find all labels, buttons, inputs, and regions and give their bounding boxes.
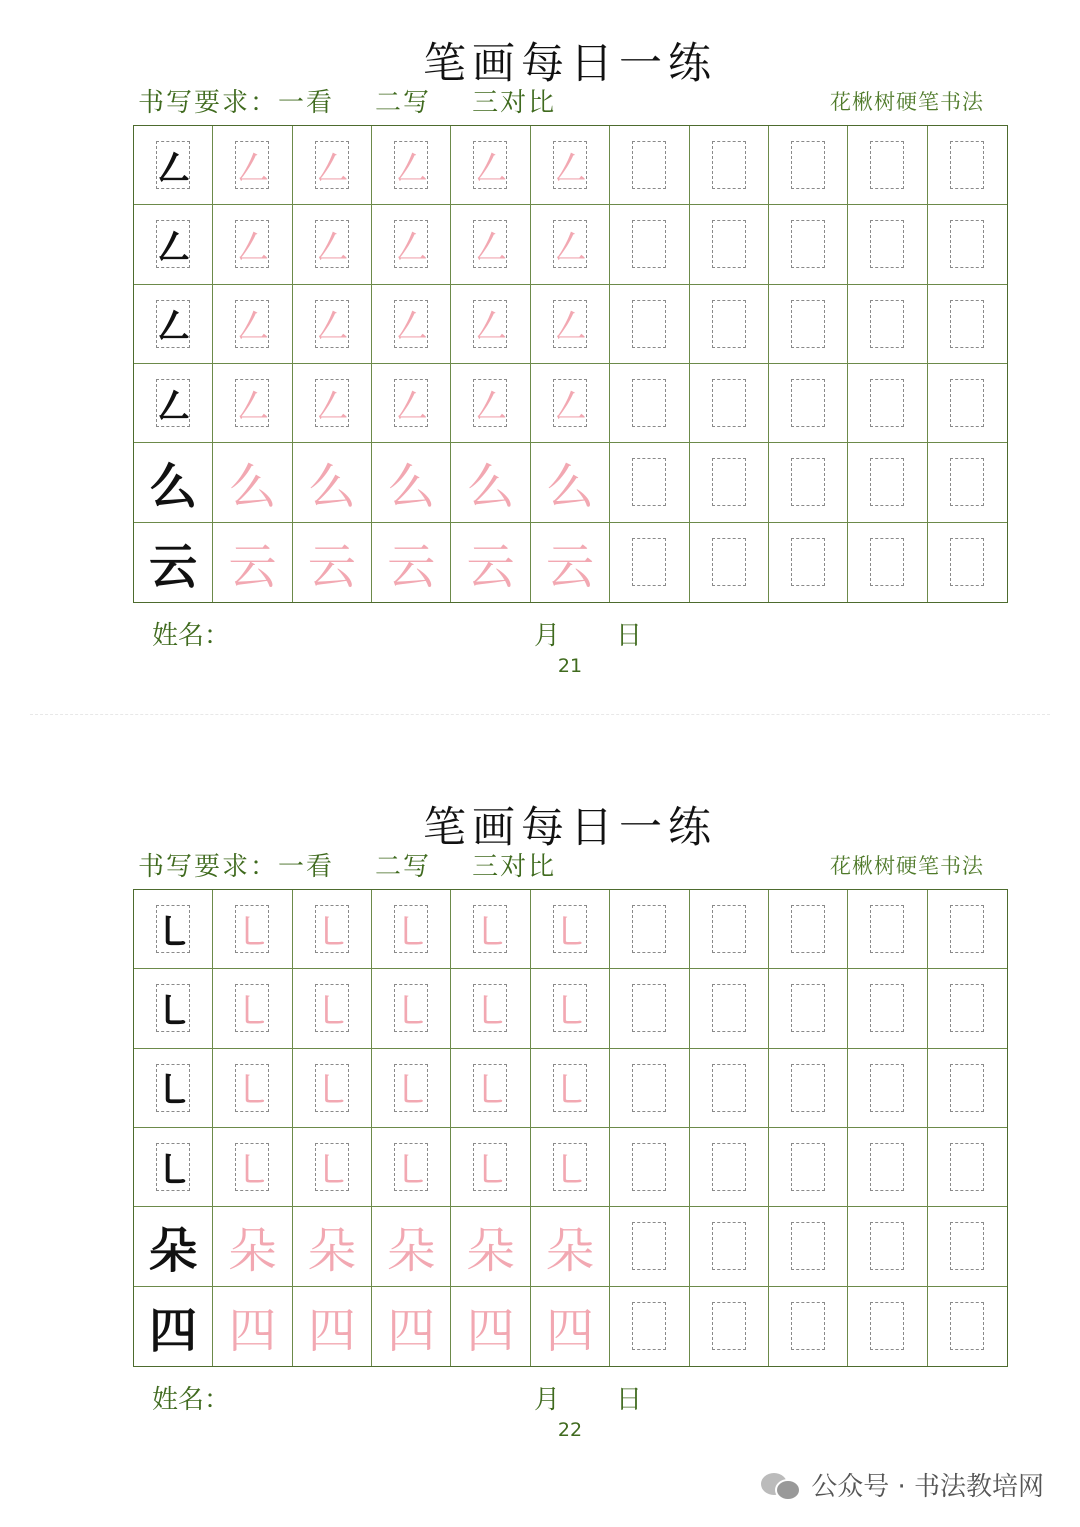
dashed-guide-box xyxy=(791,141,825,189)
grid-cell xyxy=(690,1049,769,1128)
trace-glyph: 朵 xyxy=(387,1222,436,1279)
trace-glyph: ㇜ xyxy=(549,383,590,430)
grid-cell xyxy=(769,285,848,364)
dashed-guide-box xyxy=(950,905,984,953)
trace-glyph: ㇜ xyxy=(391,304,432,351)
writing-requirements: 书写要求：一看 二写 三对比 xyxy=(138,88,557,118)
grid-cell xyxy=(451,1207,530,1286)
trace-glyph: ㇄ xyxy=(470,1147,511,1194)
dashed-guide-box xyxy=(791,984,825,1032)
grid-cell xyxy=(610,1207,689,1286)
brand-label: 花楸树硬笔书法 xyxy=(830,854,984,878)
dashed-guide-box xyxy=(712,1222,746,1270)
grid-cell xyxy=(848,1207,927,1286)
dashed-guide-box xyxy=(950,1143,984,1191)
grid-cell xyxy=(213,523,292,602)
grid-cell xyxy=(769,1128,848,1207)
grid-cell xyxy=(769,523,848,602)
grid-cell xyxy=(293,364,372,443)
dashed-guide-box xyxy=(791,1222,825,1270)
grid-cell xyxy=(928,205,1007,284)
model-glyph: ㇜ xyxy=(153,144,194,192)
dashed-guide-box xyxy=(791,379,825,427)
trace-glyph: ㇄ xyxy=(311,988,352,1035)
grid-cell xyxy=(928,969,1007,1048)
grid-cell xyxy=(769,205,848,284)
trace-glyph: 四 xyxy=(387,1302,436,1359)
grid-cell xyxy=(531,969,610,1048)
trace-glyph: ㇜ xyxy=(391,145,432,192)
dashed-guide-box xyxy=(870,905,904,953)
grid-cell xyxy=(610,969,689,1048)
grid-cell xyxy=(213,364,292,443)
grid-cell xyxy=(610,443,689,522)
grid-cell xyxy=(213,969,292,1048)
worksheet-page-21 xyxy=(0,0,1080,700)
trace-glyph: 么 xyxy=(228,458,277,515)
grid-cell xyxy=(848,126,927,205)
model-glyph: ㇄ xyxy=(153,1146,194,1194)
grid-cell xyxy=(690,443,769,522)
month-label: 月 xyxy=(534,621,561,651)
grid-cell xyxy=(213,890,292,969)
dashed-guide-box xyxy=(950,458,984,506)
grid-cell xyxy=(134,1128,213,1207)
grid-cell xyxy=(531,1049,610,1128)
dashed-guide-box xyxy=(870,1222,904,1270)
grid-cell xyxy=(690,969,769,1048)
grid-cell xyxy=(293,969,372,1048)
dashed-guide-box xyxy=(950,1064,984,1112)
grid-cell xyxy=(451,1049,530,1128)
grid-cell xyxy=(213,205,292,284)
dashed-guide-box xyxy=(712,905,746,953)
dashed-guide-box xyxy=(791,1064,825,1112)
trace-glyph: 四 xyxy=(228,1302,277,1359)
grid-cell xyxy=(610,205,689,284)
grid-cell xyxy=(451,364,530,443)
trace-glyph: ㇄ xyxy=(311,1068,352,1115)
grid-cell xyxy=(769,1207,848,1286)
trace-glyph: ㇜ xyxy=(311,224,352,271)
grid-cell xyxy=(451,890,530,969)
grid-cell xyxy=(451,443,530,522)
trace-glyph: ㇄ xyxy=(549,909,590,956)
grid-cell xyxy=(293,523,372,602)
grid-cell xyxy=(610,523,689,602)
grid-cell xyxy=(372,1287,451,1366)
dashed-guide-box xyxy=(712,141,746,189)
grid-cell xyxy=(610,1049,689,1128)
trace-glyph: 朵 xyxy=(307,1222,356,1279)
grid-cell xyxy=(134,205,213,284)
grid-cell xyxy=(451,1128,530,1207)
trace-glyph: 云 xyxy=(387,538,436,595)
grid-cell xyxy=(451,523,530,602)
dashed-guide-box xyxy=(632,905,666,953)
grid-cell xyxy=(928,285,1007,364)
grid-cell xyxy=(213,1049,292,1128)
dashed-guide-box xyxy=(791,1143,825,1191)
grid-cell xyxy=(213,1128,292,1207)
grid-cell xyxy=(848,285,927,364)
grid-cell xyxy=(213,1287,292,1366)
trace-glyph: ㇄ xyxy=(232,988,273,1035)
trace-glyph: 四 xyxy=(307,1302,356,1359)
grid-cell xyxy=(531,1287,610,1366)
trace-glyph: 么 xyxy=(545,458,594,515)
grid-cell xyxy=(928,1128,1007,1207)
trace-glyph: ㇄ xyxy=(470,988,511,1035)
trace-glyph: ㇜ xyxy=(232,224,273,271)
dashed-guide-box xyxy=(950,1222,984,1270)
grid-cell xyxy=(293,1207,372,1286)
grid-cell xyxy=(372,890,451,969)
dashed-guide-box xyxy=(870,141,904,189)
trace-glyph: ㇜ xyxy=(470,383,511,430)
dashed-guide-box xyxy=(632,458,666,506)
dashed-guide-box xyxy=(950,300,984,348)
grid-cell xyxy=(928,890,1007,969)
grid-cell xyxy=(372,364,451,443)
grid-cell xyxy=(690,285,769,364)
grid-cell xyxy=(928,126,1007,205)
trace-glyph: ㇜ xyxy=(391,224,432,271)
grid-cell xyxy=(531,523,610,602)
dashed-guide-box xyxy=(950,538,984,586)
dashed-guide-box xyxy=(712,300,746,348)
grid-cell xyxy=(769,1287,848,1366)
trace-glyph: ㇄ xyxy=(470,909,511,956)
grid-cell xyxy=(293,1287,372,1366)
trace-glyph: 云 xyxy=(545,538,594,595)
dashed-guide-box xyxy=(791,300,825,348)
dashed-guide-box xyxy=(870,984,904,1032)
grid-cell xyxy=(372,443,451,522)
dashed-guide-box xyxy=(632,1143,666,1191)
trace-glyph: ㇜ xyxy=(232,383,273,430)
trace-glyph: ㇜ xyxy=(549,145,590,192)
name-label: 姓名： xyxy=(152,621,231,651)
dashed-guide-box xyxy=(712,1143,746,1191)
dashed-guide-box xyxy=(632,141,666,189)
worksheet-title: 笔画每日一练 xyxy=(423,803,717,853)
grid-cell xyxy=(531,1207,610,1286)
grid-cell xyxy=(531,205,610,284)
dashed-guide-box xyxy=(712,1064,746,1112)
grid-cell xyxy=(690,1287,769,1366)
brand-label: 花楸树硬笔书法 xyxy=(830,90,984,114)
grid-cell xyxy=(690,523,769,602)
grid-cell xyxy=(610,1287,689,1366)
trace-glyph: ㇜ xyxy=(311,304,352,351)
dashed-guide-box xyxy=(632,1302,666,1350)
grid-cell xyxy=(531,126,610,205)
grid-cell xyxy=(134,443,213,522)
model-glyph: ㇜ xyxy=(153,382,194,430)
grid-cell xyxy=(531,1128,610,1207)
trace-glyph: 么 xyxy=(387,458,436,515)
page-number: 22 xyxy=(557,1419,583,1441)
dashed-guide-box xyxy=(791,458,825,506)
grid-cell xyxy=(451,285,530,364)
trace-glyph: ㇄ xyxy=(311,909,352,956)
grid-cell xyxy=(134,523,213,602)
dashed-guide-box xyxy=(712,220,746,268)
dashed-guide-box xyxy=(632,379,666,427)
grid-cell xyxy=(769,364,848,443)
grid-cell xyxy=(769,1049,848,1128)
grid-cell xyxy=(451,126,530,205)
grid-cell xyxy=(134,126,213,205)
trace-glyph: ㇄ xyxy=(232,1068,273,1115)
grid-cell xyxy=(928,523,1007,602)
trace-glyph: ㇜ xyxy=(549,224,590,271)
model-glyph: ㇄ xyxy=(153,908,194,956)
dashed-guide-box xyxy=(632,300,666,348)
trace-glyph: 么 xyxy=(466,458,515,515)
grid-cell xyxy=(769,126,848,205)
dashed-guide-box xyxy=(791,1302,825,1350)
grid-cell xyxy=(690,364,769,443)
model-glyph: 么 xyxy=(149,458,198,515)
grid-cell xyxy=(769,890,848,969)
dashed-guide-box xyxy=(950,220,984,268)
grid-cell xyxy=(213,443,292,522)
trace-glyph: ㇄ xyxy=(391,988,432,1035)
dashed-guide-box xyxy=(791,905,825,953)
trace-glyph: ㇜ xyxy=(391,383,432,430)
grid-cell xyxy=(372,285,451,364)
trace-glyph: ㇄ xyxy=(549,988,590,1035)
dashed-guide-box xyxy=(632,538,666,586)
grid-cell xyxy=(610,126,689,205)
grid-cell xyxy=(134,890,213,969)
grid-cell xyxy=(451,205,530,284)
day-label: 日 xyxy=(616,621,643,651)
trace-glyph: ㇜ xyxy=(232,304,273,351)
dashed-guide-box xyxy=(950,141,984,189)
grid-cell xyxy=(848,443,927,522)
grid-cell xyxy=(293,443,372,522)
trace-glyph: ㇄ xyxy=(391,909,432,956)
grid-cell xyxy=(451,1287,530,1366)
dashed-guide-box xyxy=(870,379,904,427)
trace-glyph: ㇄ xyxy=(232,909,273,956)
grid-cell xyxy=(531,890,610,969)
trace-glyph: ㇜ xyxy=(549,304,590,351)
trace-glyph: 朵 xyxy=(228,1222,277,1279)
grid-cell xyxy=(134,1207,213,1286)
grid-cell xyxy=(928,443,1007,522)
trace-glyph: 朵 xyxy=(545,1222,594,1279)
grid-cell xyxy=(293,126,372,205)
grid-cell xyxy=(769,969,848,1048)
dashed-guide-box xyxy=(950,379,984,427)
grid-cell xyxy=(134,969,213,1048)
trace-glyph: ㇜ xyxy=(470,224,511,271)
dashed-guide-box xyxy=(632,984,666,1032)
trace-glyph: ㇄ xyxy=(549,1147,590,1194)
dashed-guide-box xyxy=(712,379,746,427)
grid-cell xyxy=(610,890,689,969)
grid-cell xyxy=(372,969,451,1048)
writing-requirements: 书写要求：一看 二写 三对比 xyxy=(138,852,557,882)
dashed-guide-box xyxy=(870,300,904,348)
grid-cell xyxy=(769,443,848,522)
dashed-guide-box xyxy=(870,458,904,506)
trace-glyph: ㇄ xyxy=(391,1068,432,1115)
dashed-guide-box xyxy=(870,1064,904,1112)
model-glyph: ㇜ xyxy=(153,223,194,271)
grid-cell xyxy=(690,126,769,205)
trace-glyph: ㇜ xyxy=(232,145,273,192)
grid-cell xyxy=(848,1287,927,1366)
model-glyph: ㇜ xyxy=(153,303,194,351)
grid-cell xyxy=(928,1049,1007,1128)
watermark-text: 公众号 · 书法教培网 xyxy=(811,1472,1044,1502)
grid-cell xyxy=(134,1049,213,1128)
grid-cell xyxy=(134,364,213,443)
dashed-guide-box xyxy=(791,538,825,586)
grid-cell xyxy=(293,1128,372,1207)
trace-glyph: ㇄ xyxy=(470,1068,511,1115)
grid-cell xyxy=(848,364,927,443)
grid-cell xyxy=(372,1207,451,1286)
grid-cell xyxy=(213,126,292,205)
grid-cell xyxy=(372,523,451,602)
trace-glyph: 云 xyxy=(466,538,515,595)
grid-cell xyxy=(531,443,610,522)
trace-glyph: ㇄ xyxy=(232,1147,273,1194)
grid-cell xyxy=(848,523,927,602)
grid-cell xyxy=(293,285,372,364)
grid-cell xyxy=(134,285,213,364)
dashed-guide-box xyxy=(950,984,984,1032)
dashed-guide-box xyxy=(791,220,825,268)
grid-cell xyxy=(293,890,372,969)
grid-cell xyxy=(372,1049,451,1128)
model-glyph: 朵 xyxy=(149,1222,198,1279)
grid-cell xyxy=(213,285,292,364)
grid-cell xyxy=(690,890,769,969)
grid-cell xyxy=(372,1128,451,1207)
practice-grid xyxy=(133,125,1008,603)
name-label: 姓名： xyxy=(152,1385,231,1415)
month-label: 月 xyxy=(534,1385,561,1415)
grid-cell xyxy=(610,285,689,364)
grid-cell xyxy=(928,364,1007,443)
dashed-guide-box xyxy=(632,1064,666,1112)
grid-cell xyxy=(293,1049,372,1128)
dashed-guide-box xyxy=(950,1302,984,1350)
wechat-icon xyxy=(761,1469,801,1501)
model-glyph: ㇄ xyxy=(153,1067,194,1115)
dashed-guide-box xyxy=(870,1302,904,1350)
trace-glyph: ㇄ xyxy=(549,1068,590,1115)
dashed-guide-box xyxy=(712,984,746,1032)
grid-cell xyxy=(928,1287,1007,1366)
day-label: 日 xyxy=(616,1385,643,1415)
grid-cell xyxy=(848,205,927,284)
page-divider xyxy=(30,714,1050,715)
grid-cell xyxy=(134,1287,213,1366)
grid-cell xyxy=(213,1207,292,1286)
worksheet-page-22 xyxy=(0,764,1080,1464)
dashed-guide-box xyxy=(632,1222,666,1270)
dashed-guide-box xyxy=(870,220,904,268)
trace-glyph: 云 xyxy=(307,538,356,595)
grid-cell xyxy=(690,1207,769,1286)
trace-glyph: 四 xyxy=(545,1302,594,1359)
grid-cell xyxy=(531,364,610,443)
watermark xyxy=(761,1466,1044,1503)
model-glyph: 四 xyxy=(149,1302,198,1359)
dashed-guide-box xyxy=(712,1302,746,1350)
grid-cell xyxy=(610,364,689,443)
dashed-guide-box xyxy=(870,1143,904,1191)
trace-glyph: ㇜ xyxy=(470,145,511,192)
grid-cell xyxy=(690,205,769,284)
trace-glyph: 四 xyxy=(466,1302,515,1359)
grid-cell xyxy=(372,126,451,205)
dashed-guide-box xyxy=(712,458,746,506)
trace-glyph: ㇜ xyxy=(311,383,352,430)
grid-cell xyxy=(848,1128,927,1207)
trace-glyph: ㇜ xyxy=(470,304,511,351)
model-glyph: 云 xyxy=(149,538,198,595)
grid-cell xyxy=(293,205,372,284)
trace-glyph: 朵 xyxy=(466,1222,515,1279)
grid-cell xyxy=(848,1049,927,1128)
grid-cell xyxy=(610,1128,689,1207)
grid-cell xyxy=(848,969,927,1048)
dashed-guide-box xyxy=(632,220,666,268)
practice-grid xyxy=(133,889,1008,1367)
model-glyph: ㇄ xyxy=(153,987,194,1035)
trace-glyph: 云 xyxy=(228,538,277,595)
trace-glyph: ㇄ xyxy=(311,1147,352,1194)
worksheet-title: 笔画每日一练 xyxy=(423,39,717,89)
trace-glyph: 么 xyxy=(307,458,356,515)
dashed-guide-box xyxy=(712,538,746,586)
trace-glyph: ㇄ xyxy=(391,1147,432,1194)
grid-cell xyxy=(531,285,610,364)
grid-cell xyxy=(928,1207,1007,1286)
trace-glyph: ㇜ xyxy=(311,145,352,192)
page-number: 21 xyxy=(557,655,583,677)
dashed-guide-box xyxy=(870,538,904,586)
grid-cell xyxy=(372,205,451,284)
grid-cell xyxy=(451,969,530,1048)
grid-cell xyxy=(848,890,927,969)
grid-cell xyxy=(690,1128,769,1207)
